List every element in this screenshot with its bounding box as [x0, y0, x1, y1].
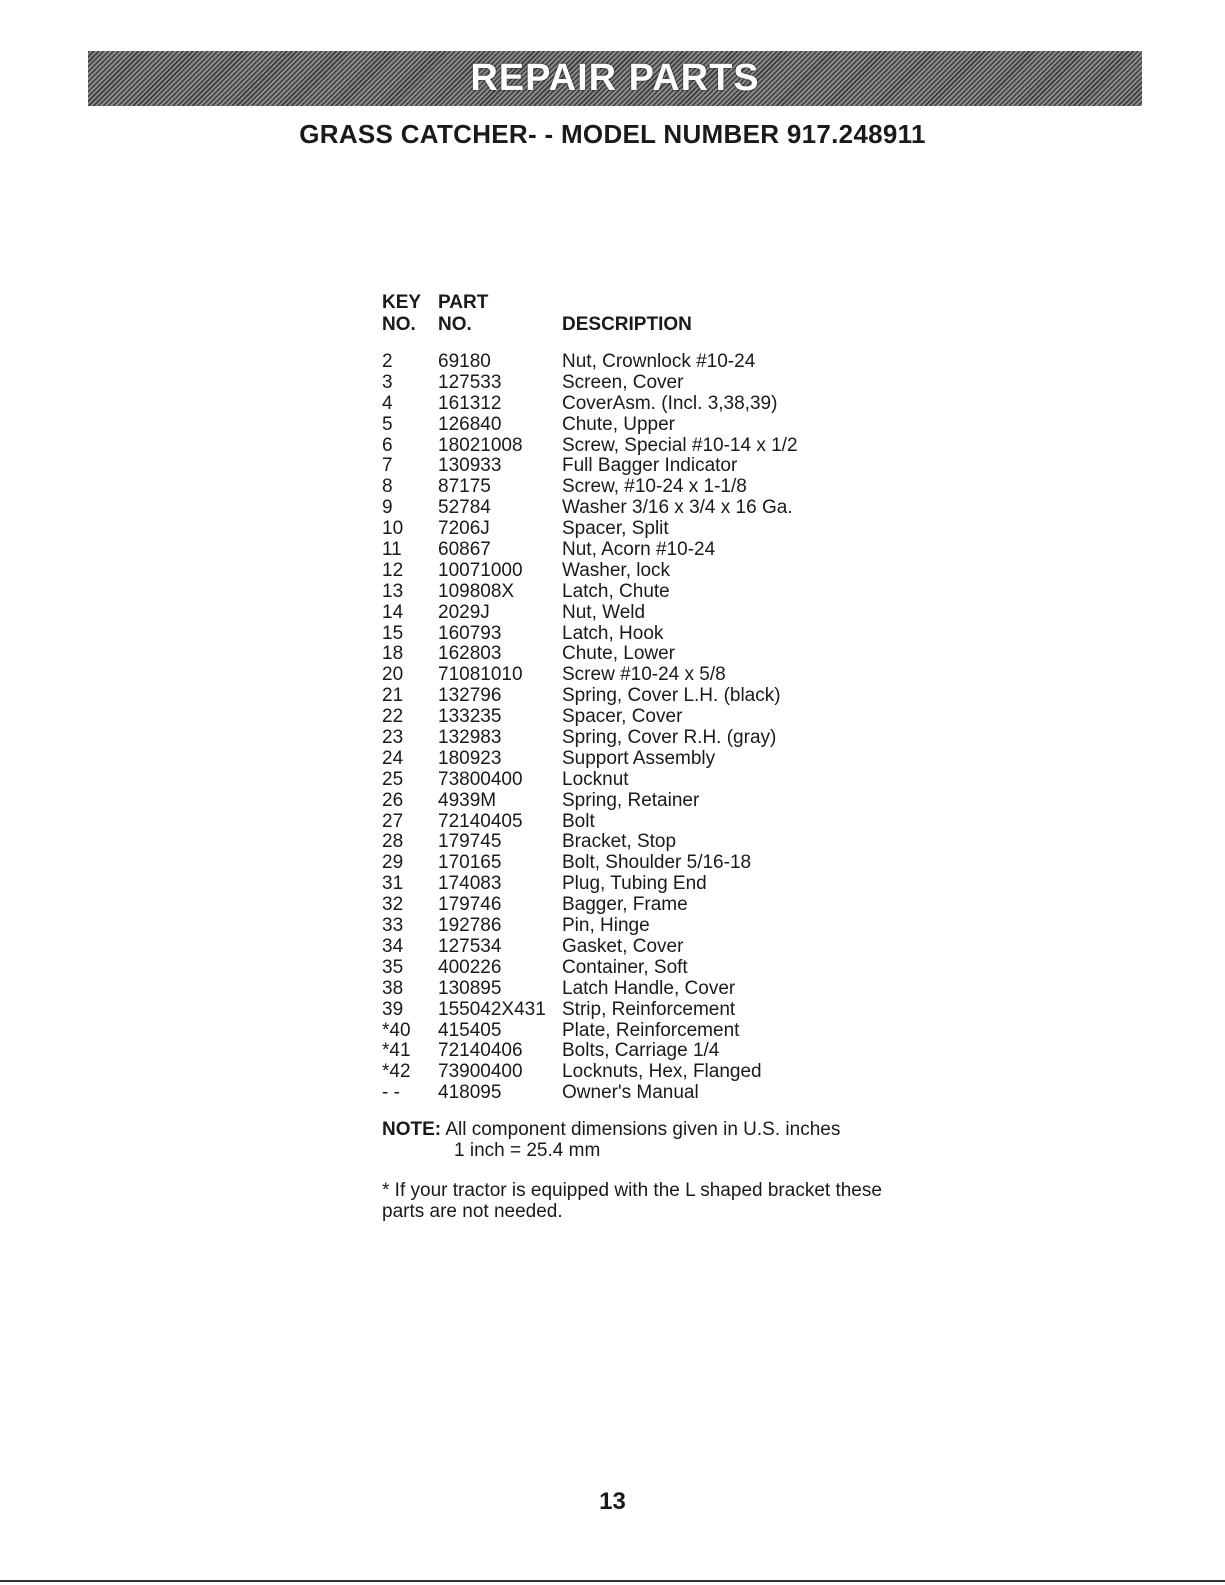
key-number: 25 [382, 768, 404, 790]
key-number: 4 [382, 392, 393, 414]
key-number: 38 [382, 977, 404, 999]
header-part-line2: NO. [438, 314, 472, 335]
key-number: 7 [382, 455, 393, 477]
part-description: Nut, Acorn #10-24 [562, 539, 716, 561]
part-number: 170165 [438, 852, 502, 874]
part-description: Chute, Upper [562, 413, 676, 435]
part-description: Bolts, Carriage 1/4 [562, 1040, 720, 1062]
part-description: Plate, Reinforcement [562, 1019, 740, 1041]
part-description: Bracket, Stop [562, 831, 677, 853]
part-number: 109808X [438, 580, 515, 602]
part-number: 179746 [438, 894, 502, 916]
note-text: All component dimensions given in U.S. inches [445, 1119, 841, 1140]
page-subtitle: GRASS CATCHER- - MODEL NUMBER 917.248911 [299, 119, 926, 149]
banner-title: REPAIR PARTS [470, 57, 760, 99]
key-number: *41 [382, 1040, 411, 1062]
part-description: Owner's Manual [562, 1082, 699, 1104]
part-number: 127533 [438, 371, 502, 393]
note-line1 [382, 1119, 840, 1140]
part-number: 72140406 [438, 1040, 523, 1062]
part-description: Pin, Hinge [562, 915, 650, 937]
key-number: 29 [382, 852, 404, 874]
part-number: 2029J [438, 601, 490, 623]
part-number: 174083 [438, 873, 502, 895]
part-description: Screen, Cover [562, 371, 684, 393]
part-number: 132983 [438, 727, 502, 749]
part-description: Locknut [562, 768, 629, 790]
part-number: 418095 [438, 1082, 502, 1104]
key-number: 15 [382, 622, 404, 644]
key-number: *40 [382, 1019, 411, 1041]
part-number: 69180 [438, 351, 491, 372]
page-number: 13 [599, 1488, 626, 1515]
part-description: Latch Handle, Cover [562, 977, 736, 999]
key-number: 33 [382, 915, 404, 937]
part-number: 180923 [438, 747, 502, 769]
note-label: NOTE: [382, 1119, 442, 1140]
key-number: 2 [382, 351, 393, 372]
part-description: Container, Soft [562, 956, 688, 978]
part-description: Full Bagger Indicator [562, 455, 738, 477]
header-description: DESCRIPTION [562, 314, 692, 335]
part-description: CoverAsm. (Incl. 3,38,39) [562, 392, 778, 414]
part-description: Screw, Special #10-14 x 1/2 [562, 434, 798, 456]
part-description: Locknuts, Hex, Flanged [562, 1061, 762, 1083]
part-description: Washer, lock [562, 559, 671, 581]
key-number: 11 [382, 539, 402, 561]
key-number: 35 [382, 956, 404, 978]
key-number: 3 [382, 371, 393, 393]
part-number: 400226 [438, 956, 502, 978]
part-number: 133235 [438, 706, 502, 728]
part-description: Spring, Retainer [562, 789, 700, 811]
key-number: 31 [382, 873, 404, 895]
part-number: 10071000 [438, 559, 523, 581]
key-number: 10 [382, 518, 404, 540]
key-number: 22 [382, 706, 404, 728]
part-number: 87175 [438, 476, 491, 498]
key-number: 26 [382, 789, 404, 811]
part-number: 160793 [438, 622, 502, 644]
bottom-rule [0, 1580, 1225, 1582]
key-number: 5 [382, 413, 393, 435]
part-number: 126840 [438, 413, 502, 435]
footnote: * If your tractor is equipped with the L shaped bracket these parts are not needed. [382, 1180, 882, 1222]
part-description: Screw, #10-24 x 1-1/8 [562, 476, 747, 498]
key-number: 34 [382, 935, 404, 957]
key-number: 27 [382, 810, 404, 832]
part-number: 155042X431 [438, 998, 546, 1020]
part-description: Nut, Crownlock #10-24 [562, 351, 756, 372]
part-description: Strip, Reinforcement [562, 998, 736, 1020]
part-number: 192786 [438, 915, 502, 937]
key-number: 32 [382, 894, 404, 916]
part-description: Bolt [562, 810, 595, 832]
part-description: Spring, Cover L.H. (black) [562, 685, 781, 707]
part-number: 127534 [438, 935, 502, 957]
part-number: 179745 [438, 831, 502, 853]
part-description: Bolt, Shoulder 5/16-18 [562, 852, 752, 874]
part-number: 130933 [438, 455, 502, 477]
part-number: 73800400 [438, 768, 523, 790]
part-number: 161312 [438, 392, 502, 414]
key-number: 21 [382, 685, 404, 707]
key-number: 39 [382, 998, 404, 1020]
part-description: Support Assembly [562, 747, 716, 769]
part-description: Chute, Lower [562, 643, 676, 665]
note [382, 1119, 840, 1161]
part-description: Latch, Chute [562, 580, 670, 602]
part-number: 415405 [438, 1019, 502, 1041]
part-description: Spacer, Split [562, 518, 669, 540]
key-number: 8 [382, 476, 393, 498]
header-part-line1: PART [438, 292, 489, 313]
part-number: 52784 [438, 497, 491, 519]
part-number: 72140405 [438, 810, 523, 832]
header-key-line2: NO. [382, 314, 416, 335]
part-description: Washer 3/16 x 3/4 x 16 Ga. [562, 497, 793, 519]
key-number: 13 [382, 580, 404, 602]
key-number: 6 [382, 434, 393, 456]
key-number: 20 [382, 664, 404, 686]
part-description: Spacer, Cover [562, 706, 683, 728]
note-line2: 1 inch = 25.4 mm [454, 1140, 601, 1161]
key-number: *42 [382, 1061, 411, 1083]
part-number: 18021008 [438, 434, 523, 456]
part-number: 132796 [438, 685, 502, 707]
part-description: Bagger, Frame [562, 894, 688, 916]
key-number: 9 [382, 497, 393, 519]
key-number: 28 [382, 831, 404, 853]
part-number: 4939M [438, 789, 497, 811]
header-key-line1: KEY [382, 292, 422, 313]
part-description: Plug, Tubing End [562, 873, 707, 895]
part-number: 73900400 [438, 1061, 523, 1083]
key-number: 14 [382, 601, 404, 623]
part-number: 71081010 [438, 664, 523, 686]
part-description: Spring, Cover R.H. (gray) [562, 727, 777, 749]
part-number: 7206J [438, 518, 490, 540]
banner [88, 51, 1142, 106]
part-description: Nut, Weld [562, 601, 646, 623]
key-number: - - [382, 1082, 400, 1104]
key-number: 12 [382, 559, 404, 581]
part-number: 130895 [438, 977, 502, 999]
part-number: 162803 [438, 643, 502, 665]
part-description: Screw #10-24 x 5/8 [562, 664, 726, 686]
part-description: Gasket, Cover [562, 935, 684, 957]
key-number: 18 [382, 643, 404, 665]
part-description: Latch, Hook [562, 622, 664, 644]
key-number: 23 [382, 727, 404, 749]
part-number: 60867 [438, 539, 491, 561]
key-number: 24 [382, 747, 404, 769]
